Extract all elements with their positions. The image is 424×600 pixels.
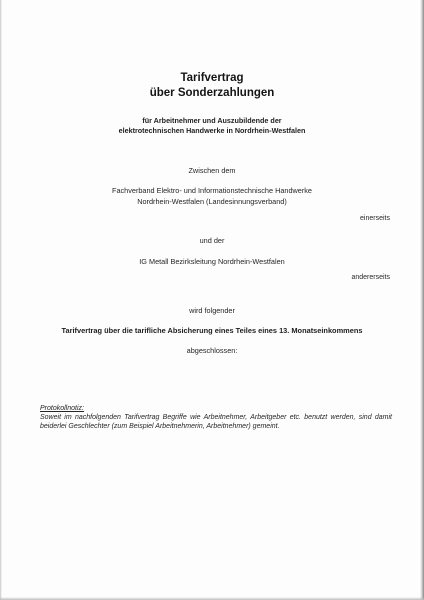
protocol-heading: Protokollnotiz:: [40, 405, 84, 412]
party2-side-label: andererseits: [351, 274, 390, 281]
party1-line-2: Nordrhein-Westfalen (Landesinnungsverband): [137, 197, 287, 206]
and-label: und der: [199, 236, 225, 245]
protocol-note-text: Soweit im nachfolgenden Tarifvertrag Begriffe wie Arbeitnehmer, Arbeitgeber etc. benutzt werden, sind damit beiderlei Geschlechter (zum Beispiel Arbeitnehmerin, Arbeitnehmer) gemeint.: [40, 414, 392, 431]
concluded-label: abgeschlossen:: [186, 346, 238, 355]
title-line-2: über Sonderzahlungen: [149, 87, 275, 99]
following-label: wird folgender: [189, 306, 235, 315]
party2-name: IG Metall Bezirksleitung Nordrhein-Westfalen: [139, 257, 285, 266]
party1-side-label: einerseits: [360, 215, 390, 222]
between-label: Zwischen dem: [188, 166, 236, 175]
agreement-name: Tarifvertrag über die tarifliche Absicherung eines Teiles eines 13. Monatseinkommens: [61, 326, 363, 335]
subtitle-line-2: elektrotechnischen Handwerke in Nordrhein-Westfalen: [118, 126, 306, 135]
party1-line-1: Fachverband Elektro- und Informationstechnische Handwerke: [112, 186, 312, 195]
subtitle-line-1: für Arbeitnehmer und Auszubildende der: [142, 116, 282, 125]
title-line-1: Tarifvertrag: [180, 72, 244, 84]
protocol-note-heading: [40, 404, 392, 413]
